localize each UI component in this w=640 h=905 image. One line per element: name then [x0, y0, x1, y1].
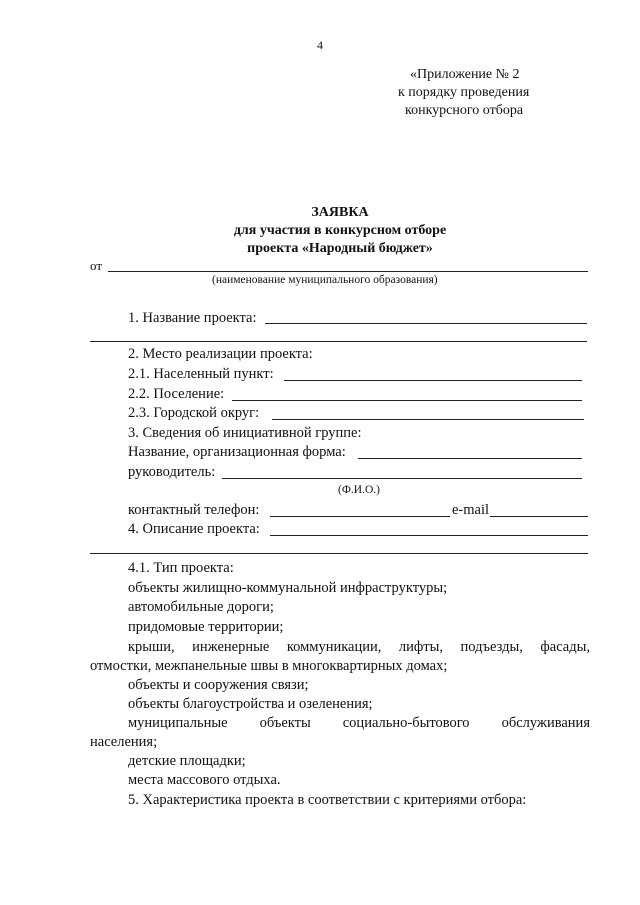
initiative-group-label: 3. Сведения об инициативной группе:	[128, 425, 362, 441]
project-type-item-2: автомобильные дороги;	[128, 599, 274, 615]
settlement-point-line[interactable]	[284, 380, 582, 381]
project-name-line[interactable]	[265, 323, 587, 324]
project-type-item-4-line-2: отмостки, межпанельные швы в многоквартирных домах;	[90, 658, 448, 674]
title-main: ЗАЯВКА	[311, 205, 369, 220]
appendix-line-1: «Приложение № 2	[410, 67, 520, 82]
project-type-item-7-line-1: муниципальные объекты социально-бытового обслуживания	[128, 715, 590, 731]
project-type-item-4-line-1: крыши, инженерные коммуникации, лифты, подъезды, фасады,	[128, 639, 590, 655]
from-field-line[interactable]	[108, 271, 588, 272]
project-name-label: 1. Название проекта:	[128, 310, 257, 326]
phone-label: контактный телефон:	[128, 502, 260, 518]
from-label: от	[90, 258, 103, 273]
title-sub-1: для участия в конкурсном отборе	[233, 223, 447, 238]
criteria-heading: 5. Характеристика проекта в соответствии с критериями отбора:	[128, 792, 527, 808]
project-type-item-3: придомовые территории;	[128, 619, 284, 635]
description-line-2[interactable]	[90, 553, 588, 554]
head-line[interactable]	[222, 478, 582, 479]
city-district-label: 2.3. Городской округ:	[128, 405, 260, 421]
project-type-item-9: места массового отдыха.	[128, 772, 281, 788]
page-number: 4	[317, 38, 323, 52]
description-label: 4. Описание проекта:	[128, 521, 260, 537]
settlement-line[interactable]	[232, 400, 582, 401]
org-form-label: Название, организационная форма:	[128, 444, 346, 460]
title-sub-2: проекта «Народный бюджет»	[247, 241, 433, 256]
head-label: руководитель:	[128, 464, 216, 480]
project-type-item-5: объекты и сооружения связи;	[128, 677, 309, 693]
project-type-item-7-line-2: населения;	[90, 734, 158, 750]
settlement-label: 2.2. Поселение:	[128, 386, 225, 402]
from-hint: (наименование муниципального образования)	[212, 274, 438, 286]
project-type-item-6: объекты благоустройства и озеленения;	[128, 696, 373, 712]
org-form-line[interactable]	[358, 458, 582, 459]
email-label: e-mail	[452, 502, 490, 518]
phone-line[interactable]	[270, 516, 450, 517]
email-line[interactable]	[490, 516, 588, 517]
fio-hint: (Ф.И.О.)	[338, 484, 380, 496]
project-type-heading: 4.1. Тип проекта:	[128, 560, 234, 576]
project-type-item-8: детские площадки;	[128, 753, 246, 769]
project-name-line-2[interactable]	[90, 341, 587, 342]
place-label: 2. Место реализации проекта:	[128, 346, 313, 362]
city-district-line[interactable]	[272, 419, 584, 420]
settlement-point-label: 2.1. Населенный пункт:	[128, 366, 274, 382]
appendix-line-3: конкурсного отбора	[405, 103, 524, 118]
description-line[interactable]	[270, 535, 588, 536]
appendix-line-2: к порядку проведения	[398, 85, 530, 100]
project-type-item-1: объекты жилищно-коммунальной инфраструктуры;	[128, 580, 448, 596]
